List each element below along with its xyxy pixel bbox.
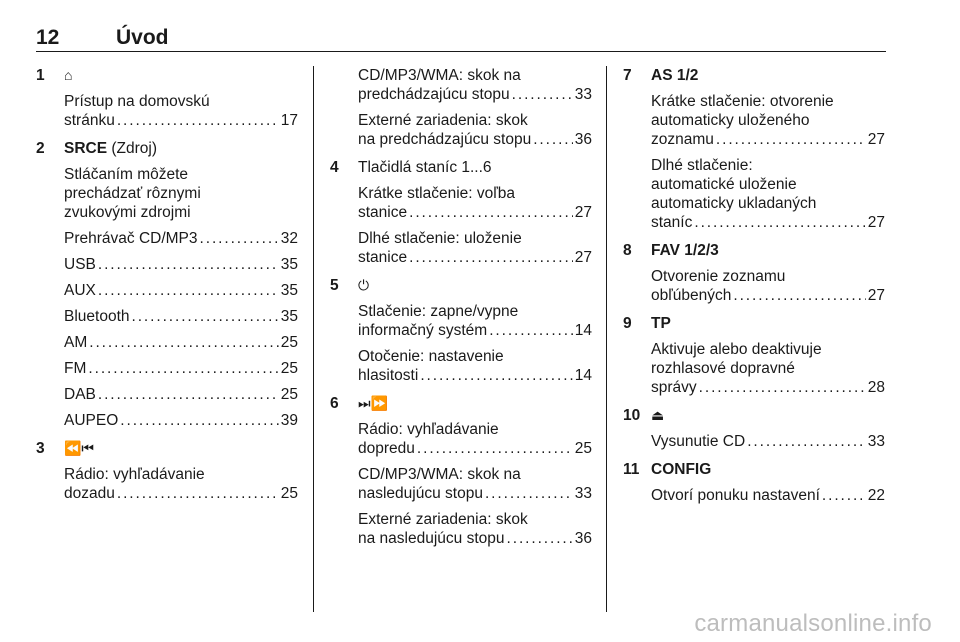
page-ref[interactable]: 25 [280, 360, 298, 377]
description-line: Dlhé stlačenie: uloženie [358, 230, 522, 247]
entry-9: 9 TP Aktivuje alebo deaktivuje rozhlasové dopravné správy . . . 28 [623, 314, 885, 397]
description-line: Stláčaním môžete [64, 166, 189, 183]
entry-11 [623, 460, 885, 505]
description-line: Prístup na domovskú [64, 93, 210, 110]
page-header [36, 26, 886, 52]
button-name: CONFIG [651, 461, 712, 478]
description-line: automaticky ukladaných [651, 195, 817, 212]
page-ref[interactable]: 27 [867, 287, 885, 304]
entry-number: 9 [623, 315, 632, 332]
list-item: Prehrávač CD/MP3 . . . 32 [64, 229, 298, 248]
description-line: Rádio: vyhľadávanie [64, 466, 205, 483]
description-line: Dlhé stlačenie: [651, 157, 753, 174]
description-line: automaticky uloženého [651, 112, 810, 129]
list-item: AUPEO . . . 39 [64, 411, 298, 430]
description-line: CD/MP3/WMA: skok na [358, 466, 521, 483]
seek-forward-icon: ⏭⏩ [358, 395, 389, 411]
page-ref[interactable]: 32 [280, 230, 298, 247]
description-line: prechádzať rôznymi [64, 185, 201, 202]
page-ref[interactable]: 33 [867, 433, 885, 450]
page-ref[interactable]: 25 [280, 485, 298, 502]
list-item: AUX . . . 35 [64, 281, 298, 300]
description-line: na predchádzajúcu stopu [358, 131, 532, 148]
entry-3 [36, 439, 298, 503]
eject-icon: ⏏ [651, 407, 665, 423]
button-name-suffix: (Zdroj) [107, 140, 158, 157]
column-divider-1 [313, 66, 314, 612]
description-line: predchádzajúcu stopu [358, 86, 510, 103]
column-2 [330, 66, 592, 548]
description-line: zvukovými zdrojmi [64, 204, 191, 221]
page-ref[interactable]: 14 [574, 367, 592, 384]
description-line: stránku [64, 112, 115, 129]
entry-number: 7 [623, 67, 632, 84]
description-line: CD/MP3/WMA: skok na [358, 67, 521, 84]
description-line: Krátke stlačenie: voľba [358, 185, 516, 202]
page-ref[interactable]: 27 [574, 204, 592, 221]
entry-number: 4 [330, 159, 339, 176]
list-item: FM . . . 25 [64, 359, 298, 378]
button-name: Tlačidlá staníc 1...6 [358, 159, 492, 176]
list-item: DAB . . . 25 [64, 385, 298, 404]
entry-10 [623, 406, 885, 451]
page-ref[interactable]: 35 [280, 308, 298, 325]
page-ref[interactable]: 33 [574, 485, 592, 502]
page-ref[interactable]: 27 [867, 131, 885, 148]
description-line: Aktivuje alebo deaktivuje [651, 341, 822, 358]
page-ref[interactable]: 33 [574, 86, 592, 103]
description-line: Vysunutie CD [651, 433, 746, 450]
entry-5: 5 ⏻ Stlačenie: zapne/vypne informačný systém . . . 14 Otočenie: nastavenie hlasitosti . . . 14 [330, 276, 592, 385]
entry-number: 3 [36, 440, 45, 457]
entry-number: 1 [36, 67, 45, 84]
page-ref[interactable]: 25 [280, 334, 298, 351]
page-ref[interactable]: 36 [574, 530, 592, 547]
entry-7: 7 AS 1/2 Krátke stlačenie: otvorenie automaticky uloženého zoznamu . . . 27 Dlhé stlačenie: automatické uloženie automaticky ukladaných staníc . . . 27 [623, 66, 885, 232]
description-line: rozhlasové dopravné [651, 360, 795, 377]
description-line: Stlačenie: zapne/vypne [358, 303, 519, 320]
power-icon: ⏻ [358, 277, 370, 293]
page-title: Úvod [116, 26, 169, 49]
entry-3-continued [330, 66, 592, 149]
page-ref[interactable]: 22 [867, 487, 885, 504]
description-line: automatické uloženie [651, 176, 797, 193]
entry-number: 5 [330, 277, 339, 294]
list-item: USB . . . 35 [64, 255, 298, 274]
header-divider [36, 51, 886, 52]
entry-number: 6 [330, 395, 339, 412]
description-line: Otočenie: nastavenie [358, 348, 504, 365]
entry-number: 8 [623, 242, 632, 259]
page-ref[interactable]: 28 [867, 379, 885, 396]
entry-1 [36, 66, 298, 130]
list-item: Bluetooth . . . 35 [64, 307, 298, 326]
entry-4: 4 Tlačidlá staníc 1...6 Krátke stlačenie: voľba stanice . . . 27 Dlhé stlačenie: uloženie stanice . . . 27 [330, 158, 592, 267]
button-name: AS 1/2 [651, 67, 699, 84]
description-line: dozadu [64, 485, 115, 502]
entry-6: 6 ⏭⏩ Rádio: vyhľadávanie dopredu . . . 25 CD/MP3/WMA: skok na nasledujúcu stopu . . . 33 Externé zariadenia: skok na nasledujúcu stopu . . . 36 [330, 394, 592, 548]
button-name: FAV 1/2/3 [651, 242, 719, 259]
page-ref[interactable]: 27 [574, 249, 592, 266]
description-line: Rádio: vyhľadávanie [358, 421, 499, 438]
description-line: Externé zariadenia: skok [358, 511, 528, 528]
entry-8: 8 FAV 1/2/3 Otvorenie zoznamu obľúbených . . . 27 [623, 241, 885, 305]
leader-dots [117, 111, 279, 130]
description-line: Externé zariadenia: skok [358, 112, 528, 129]
home-icon: ⌂ [64, 67, 73, 83]
watermark: carmanualsonline.info [694, 610, 932, 637]
page-ref[interactable]: 14 [574, 322, 592, 339]
description-line: Krátke stlačenie: otvorenie [651, 93, 834, 110]
page-ref[interactable]: 35 [280, 282, 298, 299]
page-number: 12 [36, 26, 60, 49]
description-line: Otvorí ponuku nastavení [651, 487, 820, 504]
column-1 [36, 66, 298, 503]
column-divider-2 [606, 66, 607, 612]
entry-number: 2 [36, 140, 45, 157]
page-ref[interactable]: 39 [280, 412, 298, 429]
seek-back-icon: ⏪⏮ [64, 440, 95, 456]
button-name: SRCE [64, 140, 108, 157]
page-ref[interactable]: 36 [574, 131, 592, 148]
list-item: AM . . . 25 [64, 333, 298, 352]
description-line: Otvorenie zoznamu [651, 268, 786, 285]
button-name: TP [651, 315, 671, 332]
entry-2 [36, 139, 298, 430]
page-ref[interactable]: 17 [280, 112, 298, 129]
entry-number: 10 [623, 407, 641, 424]
page-ref[interactable]: 27 [867, 214, 885, 231]
page-ref[interactable]: 25 [574, 440, 592, 457]
page-ref[interactable]: 35 [280, 256, 298, 273]
entry-number: 11 [623, 461, 640, 478]
column-3 [623, 66, 885, 505]
page-ref[interactable]: 25 [280, 386, 298, 403]
